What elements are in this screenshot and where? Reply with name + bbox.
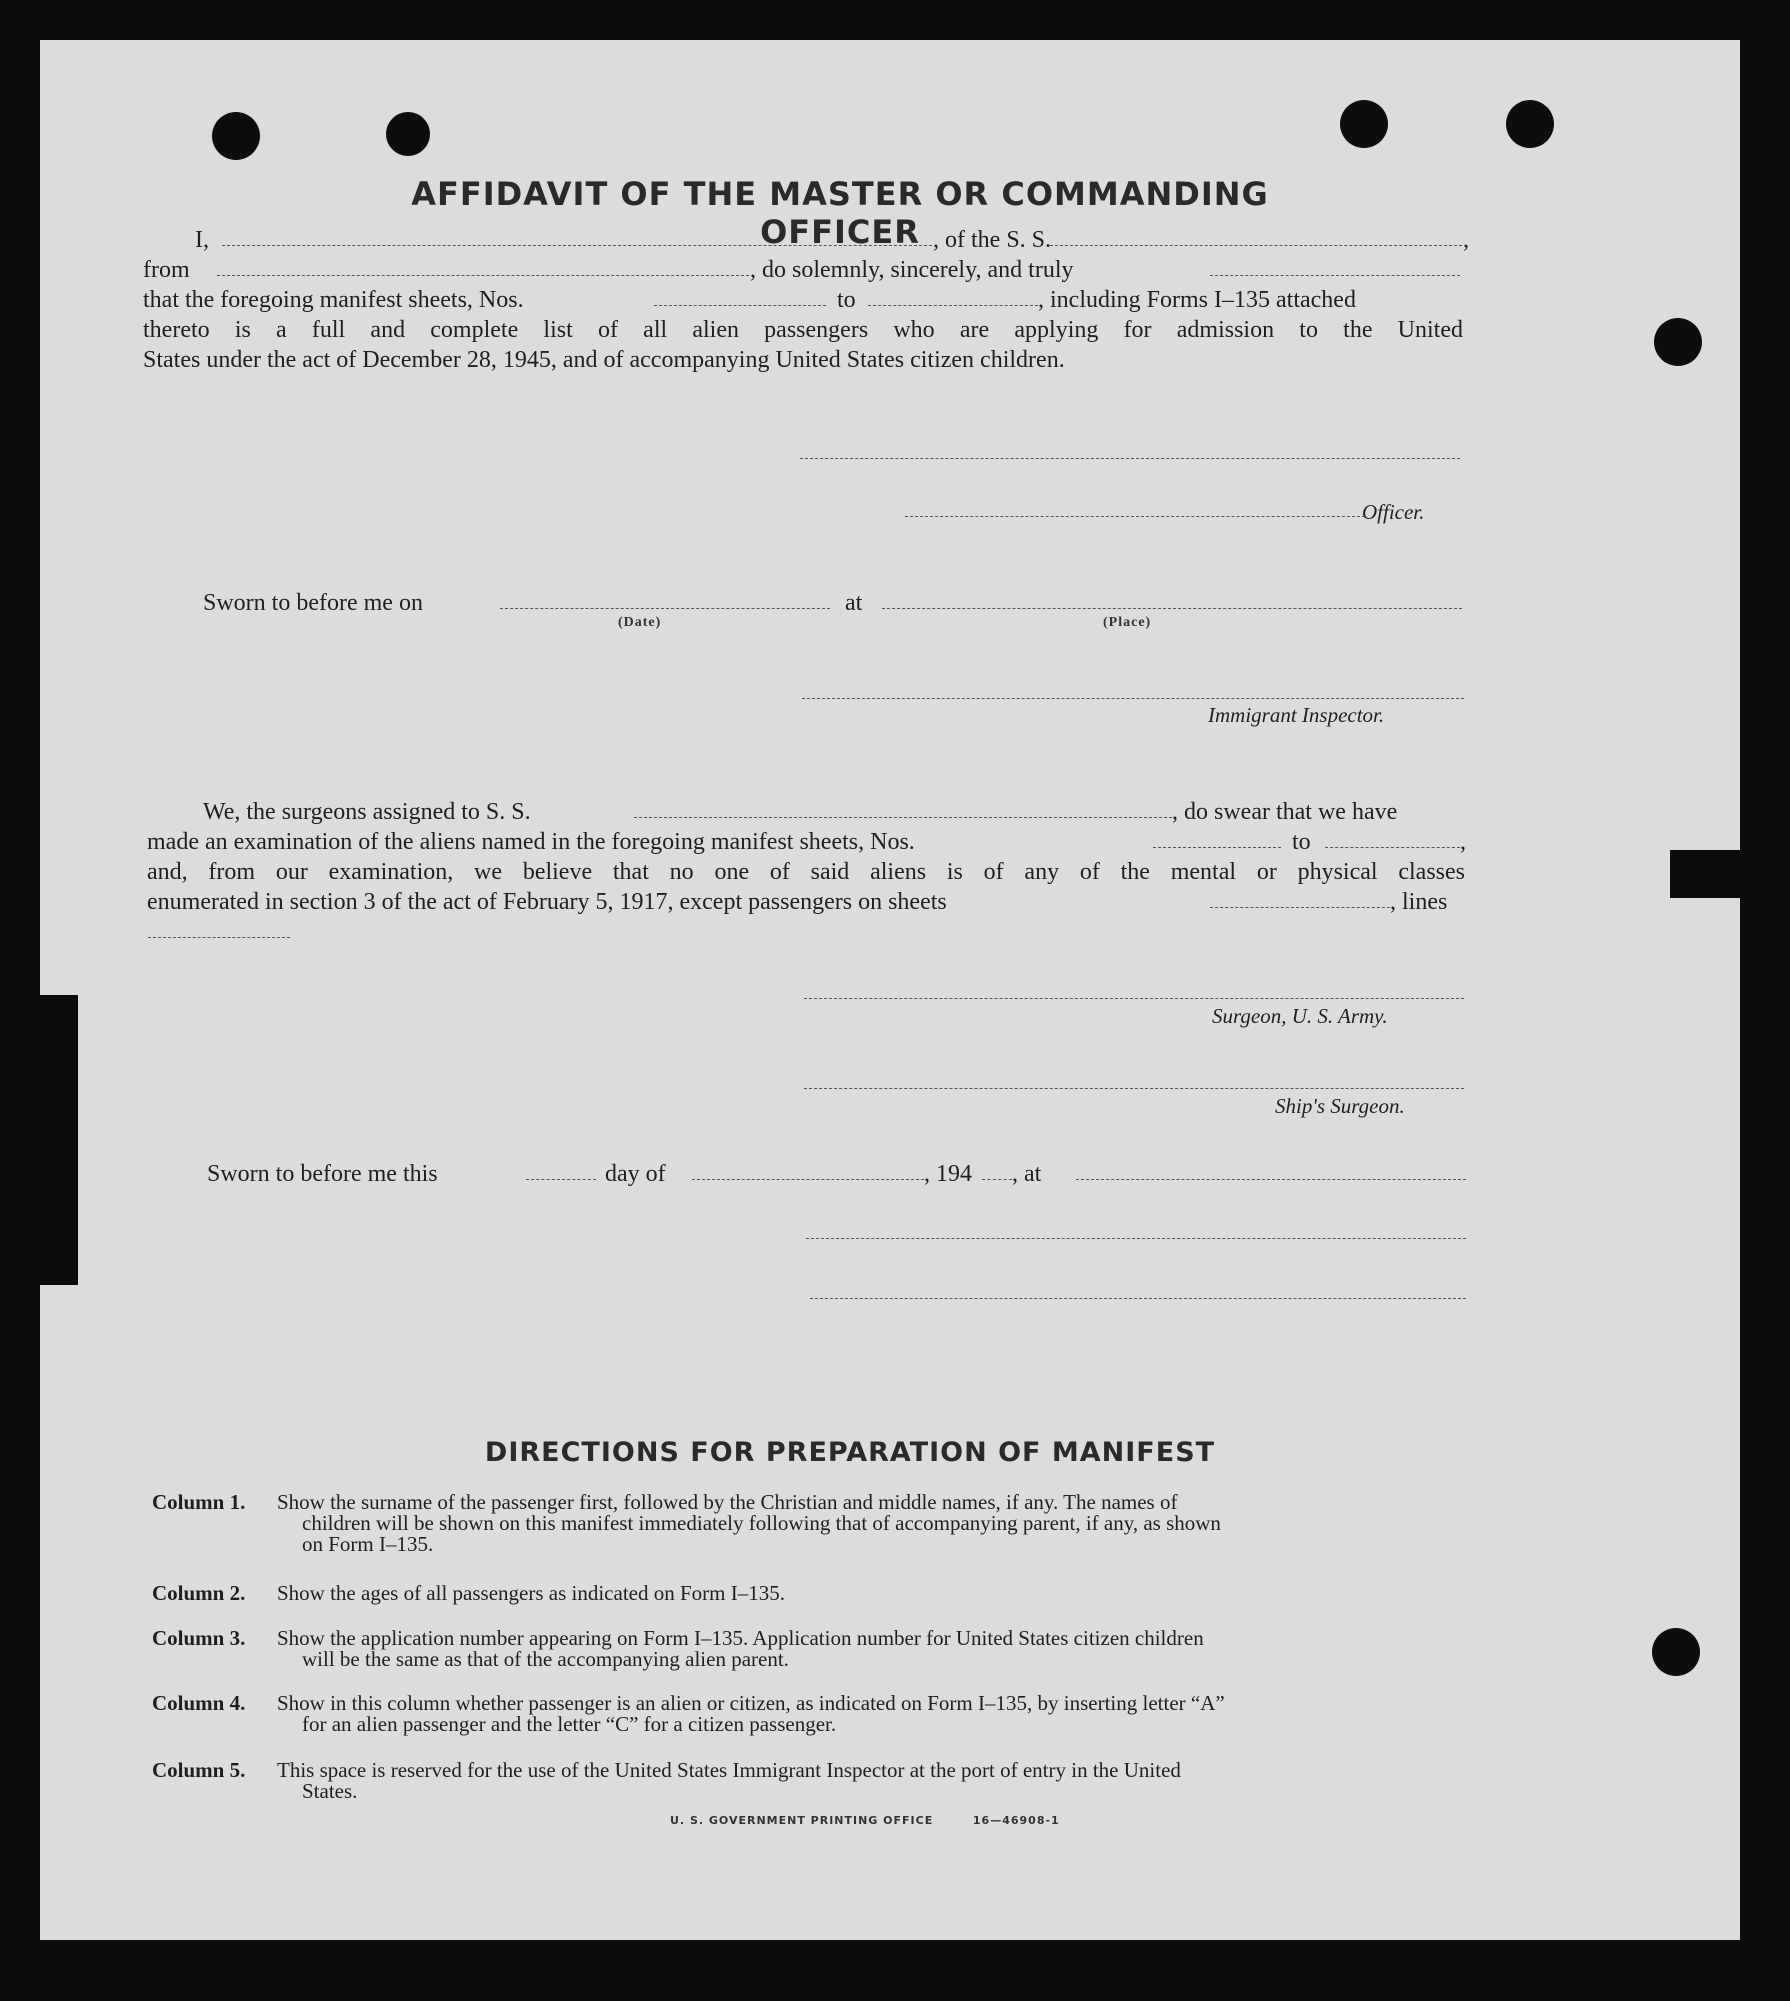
- column-label: Column 1.: [152, 1490, 246, 1514]
- inspector-signature-line[interactable]: [802, 698, 1464, 699]
- text-of-ss: , of the S. S.: [933, 227, 1052, 253]
- sworn-date-field[interactable]: [500, 608, 830, 609]
- text-day-of: day of: [605, 1161, 666, 1187]
- column-label: Column 5.: [152, 1758, 246, 1782]
- army-surgeon-signature-line[interactable]: [804, 998, 1464, 999]
- text-194: , 194: [924, 1161, 972, 1187]
- inspector-label: Immigrant Inspector.: [1208, 703, 1385, 727]
- surgeon-ship-field[interactable]: [634, 817, 1172, 818]
- column-text: for an alien passenger and the letter “C” for a citizen passenger.: [302, 1712, 837, 1736]
- sworn-place2-field[interactable]: [1076, 1179, 1466, 1180]
- date-caption: (Date): [618, 615, 662, 630]
- directions-title: DIRECTIONS FOR PREPARATION OF MANIFEST: [484, 1437, 1216, 1468]
- sworn-year-field[interactable]: [982, 1179, 1012, 1180]
- text-we: We, the surgeons assigned to S. S.: [203, 799, 531, 825]
- departure-port-field[interactable]: [217, 275, 749, 276]
- sworn-day-field[interactable]: [526, 1179, 596, 1180]
- column-text: Show in this column whether passenger is an alien or citizen, as indicated on Form I–135, by inserting letter “A”: [277, 1691, 1225, 1715]
- except-sheets-field[interactable]: [1210, 907, 1390, 908]
- master-name-field[interactable]: [222, 245, 932, 246]
- form-page: [40, 40, 1740, 1940]
- edge-tear: [0, 995, 78, 1285]
- sworn-month-field[interactable]: [692, 1179, 924, 1180]
- text-lines: , lines: [1390, 889, 1448, 915]
- punch-hole: [386, 112, 430, 156]
- column-text: children will be shown on this manifest immediately following that of accompanying parent, if any, as shown: [302, 1511, 1221, 1535]
- officer-title-line[interactable]: [905, 516, 1365, 517]
- manifest-from-field[interactable]: [654, 305, 826, 306]
- printing-office-footer: [670, 1814, 1060, 1827]
- except-lines-field[interactable]: [148, 937, 290, 938]
- column-text: Show the ages of all passengers as indicated on Form I–135.: [277, 1581, 785, 1605]
- punch-hole: [1652, 1628, 1700, 1676]
- place-caption: (Place): [1103, 615, 1152, 630]
- punch-hole: [212, 112, 260, 160]
- text-to: to: [837, 287, 856, 313]
- column-label: Column 3.: [152, 1626, 246, 1650]
- text-sworn2: Sworn to before me this: [207, 1161, 438, 1187]
- column-text: Show the application number appearing on Form I–135. Application number for United States citizen children: [277, 1626, 1204, 1650]
- oath-form-field[interactable]: [1210, 275, 1460, 276]
- surgeon-sheets-to-field[interactable]: [1325, 847, 1460, 848]
- surgeon-sheets-from-field[interactable]: [1153, 847, 1281, 848]
- army-surgeon-label: Surgeon, U. S. Army.: [1212, 1004, 1388, 1028]
- ship-name-field[interactable]: [1050, 245, 1462, 246]
- officer-signature-line-2[interactable]: [806, 1238, 1466, 1239]
- punch-hole: [1654, 318, 1702, 366]
- text-solemnly: , do solemnly, sincerely, and truly: [750, 257, 1074, 283]
- ship-surgeon-label: Ship's Surgeon.: [1275, 1094, 1405, 1118]
- form-code: 16—46908-1: [972, 1814, 1060, 1827]
- text-to2: to: [1292, 829, 1311, 855]
- officer-signature-line[interactable]: [800, 458, 1460, 459]
- manifest-to-field[interactable]: [868, 305, 1038, 306]
- text-at2: , at: [1012, 1161, 1042, 1187]
- text-comma: ,: [1463, 227, 1469, 253]
- text-swear: , do swear that we have: [1172, 799, 1398, 825]
- edge-tear: [1670, 850, 1740, 898]
- column-label: Column 4.: [152, 1691, 246, 1715]
- text-line3: and, from our examination, we believe that no one of said aliens is of any of the mental or physical classes: [147, 859, 1465, 885]
- sworn-place-field[interactable]: [882, 608, 1462, 609]
- text-line4: thereto is a full and complete list of all alien passengers who are applying for admission to the United: [143, 317, 1463, 343]
- officer-title-line-2[interactable]: [810, 1298, 1466, 1299]
- printing-office-name: U. S. GOVERNMENT PRINTING OFFICE: [670, 1814, 934, 1827]
- affidavit-title: AFFIDAVIT OF THE MASTER OR COMMANDING OFFICER: [411, 175, 1269, 251]
- ship-surgeon-signature-line[interactable]: [804, 1088, 1464, 1089]
- text-sworn1: Sworn to before me on: [203, 590, 423, 616]
- column-text: States.: [302, 1779, 358, 1803]
- text-at: at: [845, 590, 863, 616]
- text-enum: enumerated in section 3 of the act of February 5, 1917, except passengers on sheets: [147, 889, 947, 915]
- text-including: , including Forms I–135 attached: [1038, 287, 1356, 313]
- text-from: from: [143, 257, 190, 283]
- text-made: made an examination of the aliens named in the foregoing manifest sheets, Nos.: [147, 829, 915, 855]
- punch-hole: [1506, 100, 1554, 148]
- column-text: Show the surname of the passenger first, followed by the Christian and middle names, if any. The names of: [277, 1490, 1178, 1514]
- officer-label: Officer.: [1362, 500, 1425, 524]
- column-text: on Form I–135.: [302, 1532, 434, 1556]
- text-i: I,: [195, 227, 209, 253]
- punch-hole: [1340, 100, 1388, 148]
- text-line5: States under the act of December 28, 1945, and of accompanying United States citizen children.: [143, 347, 1065, 373]
- column-text: This space is reserved for the use of the United States Immigrant Inspector at the port of entry in the United: [277, 1758, 1181, 1782]
- text-manifest: that the foregoing manifest sheets, Nos.: [143, 287, 524, 313]
- column-label: Column 2.: [152, 1581, 246, 1605]
- text-comma2: ,: [1460, 829, 1466, 855]
- column-text: will be the same as that of the accompanying alien parent.: [302, 1647, 789, 1671]
